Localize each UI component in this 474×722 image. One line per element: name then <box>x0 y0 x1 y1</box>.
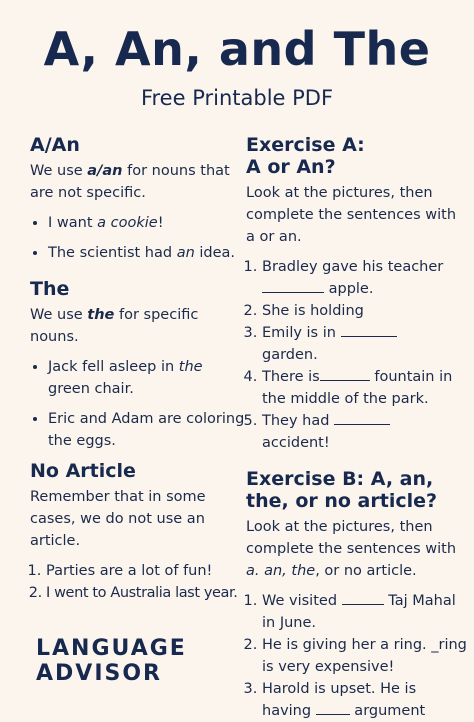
logo-line: ADVISOR <box>36 661 162 686</box>
example-list <box>30 212 245 264</box>
section-no-article <box>30 460 245 604</box>
answer-blank <box>262 278 324 293</box>
exercise-b <box>246 468 468 722</box>
example-list <box>30 356 245 452</box>
list-item: 2. I went to Australia last year. <box>46 582 245 604</box>
section-intro: Remember that in some cases, we do not use an article. <box>30 489 206 549</box>
list-item: • I want a cookie! <box>48 212 245 234</box>
answer-blank <box>341 322 397 337</box>
exercise-list <box>246 590 468 722</box>
answer-blank <box>320 366 370 381</box>
list-item: 3. Harold is upset. He is having argument <box>262 678 468 722</box>
page-title: A, An, and The <box>43 22 431 76</box>
list-item: 1. We visited Taj Mahal in June. <box>262 590 468 634</box>
answer-blank <box>316 700 350 715</box>
list-item: 3. Emily is in garden. <box>262 322 468 366</box>
section-the <box>30 278 245 452</box>
left-column <box>30 134 245 604</box>
answer-blank <box>342 590 384 605</box>
brand-logo <box>36 636 206 686</box>
section-heading: The <box>30 278 70 300</box>
exercise-a <box>246 134 468 454</box>
right-column <box>246 134 468 722</box>
list-item: 2. He is giving her a ring. _ring is very expensive! <box>262 634 468 678</box>
list-item: • Jack fell asleep in the green chair. <box>48 356 245 400</box>
list-item: 5. They had accident! <box>262 410 468 454</box>
section-heading: No Article <box>30 460 136 482</box>
section-intro: We use the for specific nouns. <box>30 307 199 345</box>
exercise-list <box>246 256 468 454</box>
exercise-heading: Exercise A: A or An? <box>246 134 365 178</box>
exercise-intro: Look at the pictures, then complete the sentences with a. an, the, or no article. <box>246 519 457 579</box>
list-item: 1. Bradley gave his teacher apple. <box>262 256 468 300</box>
list-item: 2. She is holding <box>262 300 468 322</box>
logo-line: LANGUAGE <box>36 636 187 661</box>
list-item: 1. Parties are a lot of fun! <box>46 560 245 582</box>
list-item: • The scientist had an idea. <box>48 242 245 264</box>
section-heading: A/An <box>30 134 80 156</box>
exercise-heading: Exercise B: A, an, the, or no article? <box>246 468 438 512</box>
example-list <box>30 560 245 604</box>
list-item: • Eric and Adam are coloring the eggs. <box>48 408 245 452</box>
exercise-intro: Look at the pictures, then complete the sentences with a or an. <box>246 185 457 245</box>
page-subtitle: Free Printable PDF <box>140 86 334 110</box>
section-intro: We use a/an for nouns that are not specific. <box>30 163 230 201</box>
section-a-an <box>30 134 245 264</box>
answer-blank <box>334 410 390 425</box>
list-item: 4. There is fountain in the middle of the park. <box>262 366 468 410</box>
